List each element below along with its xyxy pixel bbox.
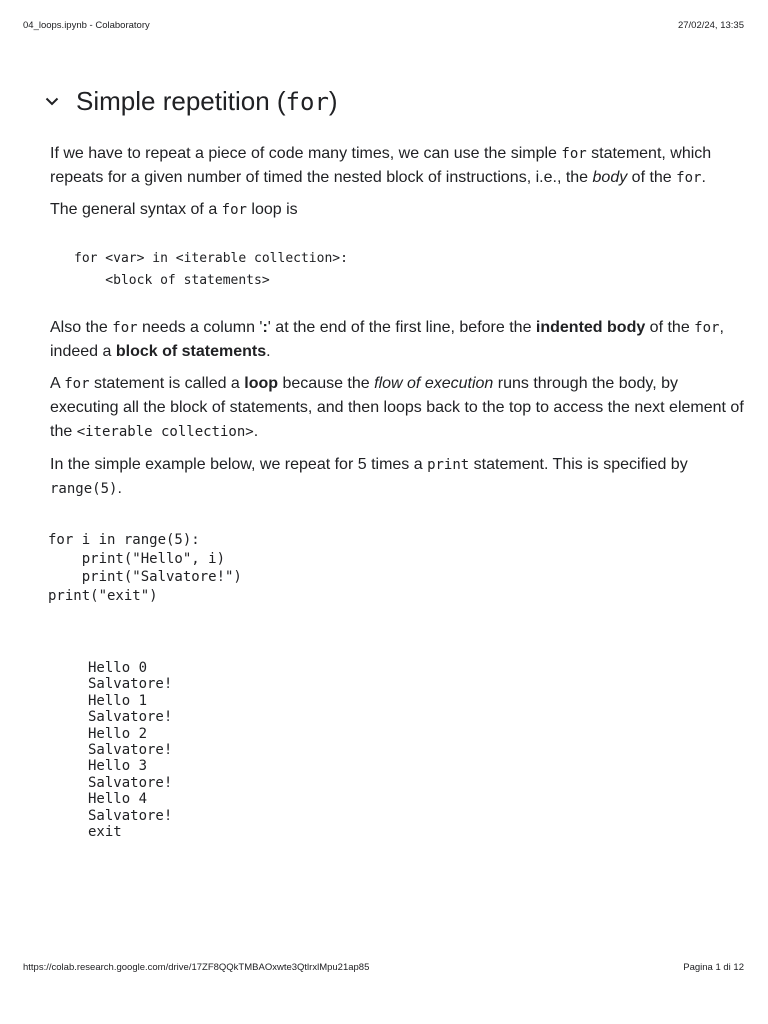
document-title: 04_loops.ipynb - Colaboratory <box>23 20 150 31</box>
paragraph-intro: If we have to repeat a piece of code many times, we can use the simple for statement, which repeats for a given number of timed the nested block of instructions, i.e., the body of the for. <box>50 145 712 186</box>
paragraph-loop: A for statement is called a loop because the flow of execution runs through the body, by executing all the block of statements, and then loops back to the top to access the next element of the <iterable collection>. <box>50 375 744 440</box>
cell-output: Hello 0 Salvatore! Hello 1 Salvatore! Hello 2 Salvatore! Hello 3 Salvatore! Hello 4 Salvatore! exit <box>88 660 173 841</box>
section-title: Simple repetition (for) <box>76 85 338 116</box>
paragraph-syntax-intro: The general syntax of a for loop is <box>50 201 298 218</box>
paragraph-example: In the simple example below, we repeat for 5 times a print statement. This is specified by range(5). <box>50 456 688 497</box>
page-url: https://colab.research.google.com/drive/17ZF8QQkTMBAOxwte3QtlrxlMpu21ap85 <box>23 962 370 973</box>
section-header <box>42 84 338 118</box>
chevron-down-icon[interactable] <box>42 91 62 111</box>
print-datetime: 27/02/24, 13:35 <box>677 20 744 31</box>
page-number: Pagina 1 di 12 <box>683 962 744 973</box>
syntax-code-block: for <var> in <iterable collection>: <block of statements> <box>74 251 348 288</box>
code-cell[interactable]: for i in range(5): print("Hello", i) print("Salvatore!") print("exit") <box>48 532 242 604</box>
paragraph-column: Also the for needs a column ':' at the end of the first line, before the indented body of the for, indeed a block of statements. <box>50 319 724 360</box>
